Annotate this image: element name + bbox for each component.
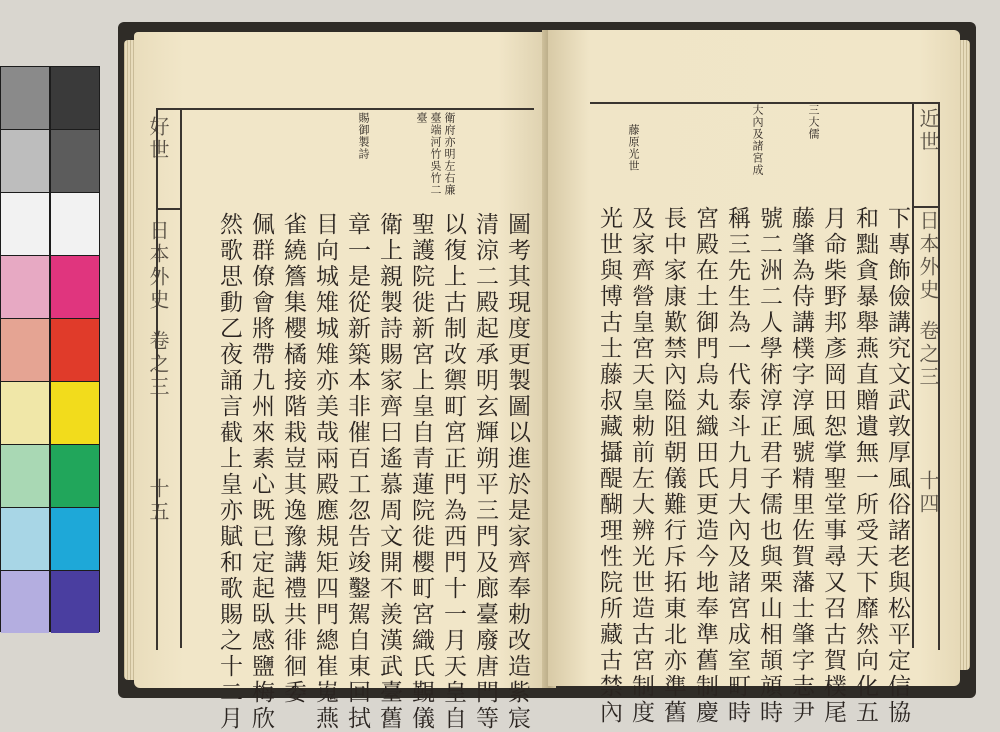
left-edge-label: 好世 [146, 116, 170, 162]
right-volume-mark: 卷之三 [916, 320, 940, 389]
text-column: 然歌思動乙夜誦言截上皇亦賦和歌賜之十二月 [216, 212, 242, 732]
color-patch [1, 256, 49, 318]
left-header-note: 臺 [415, 112, 428, 124]
color-patch [1, 193, 49, 255]
text-column: 佩群僚會將帶九州來素心既已定起臥感鹽梅欣 [248, 212, 274, 732]
color-patch [1, 319, 49, 381]
text-column: 藤肇為侍講樸字淳風號精里佐賀藩士肇字志尹 [788, 206, 814, 726]
left-edge-rule [180, 110, 182, 648]
text-column: 下專飾儉講究文武敦厚風俗諸老與松平定信協 [884, 206, 910, 726]
right-header-note: 藤原光世 [627, 124, 640, 172]
text-column: 衛上親製詩賜家齊曰遙慕周文開不羨漢武臺舊 [376, 212, 402, 732]
color-patch [1, 382, 49, 444]
text-column: 清涼二殿起承明玄輝朔平三門及廊臺廢唐門等 [472, 212, 498, 732]
color-patch [51, 130, 99, 192]
left-volume-mark: 卷之三 [146, 330, 170, 399]
text-column: 和黜貪暴舉燕直贈遺無一所受天下靡然向化五 [852, 206, 878, 726]
color-patch [51, 193, 99, 255]
color-patch [51, 256, 99, 318]
color-patch [1, 445, 49, 507]
text-column: 及家齊營皇宮天皇勅前左大辨光世造古宮制度 [628, 206, 654, 726]
left-folio: 十五 [146, 478, 170, 524]
color-patch [51, 67, 99, 129]
color-patch [1, 67, 49, 129]
color-checker-card [0, 66, 100, 632]
color-patch [51, 508, 99, 570]
left-edge-title: 日本外史 [146, 220, 170, 312]
text-column: 宮殿在土御門烏丸織田氏更造今地奉準舊制慶 [692, 206, 718, 726]
left-header-note: 賜御製詩 [357, 112, 370, 160]
right-edge-label: 近世 [916, 108, 940, 154]
color-patch [1, 571, 49, 633]
text-column: 光世與博古士藤叔藏攝醍醐理性院所藏古禁內 [596, 206, 622, 726]
color-patch [1, 508, 49, 570]
right-header-note: 三大儒 [807, 104, 820, 140]
text-column: 目向城雉城雉亦美哉兩殿應規矩四門總崔嵬燕 [312, 212, 338, 732]
text-column: 圖考其現度更製圖以進於是家齊奉勅改造紫宸 [504, 212, 530, 732]
text-column: 章一是從新築本非催百工忽告竣鑿駕自東回拭 [344, 212, 370, 732]
text-column: 雀繞簷集櫻橘接階栽豈其逸豫講禮共徘徊委 [280, 212, 306, 706]
left-header-note: 臺端河竹吳竹二 [429, 112, 442, 196]
text-column: 長中家康歎禁內隘阻朝儀難行斥拓東北亦準舊 [660, 206, 686, 726]
right-header-note: 大內及諸宮成 [751, 104, 764, 176]
right-top-rule [912, 206, 938, 208]
text-column: 月命柴野邦彥岡田恕掌聖堂事尋又召古賀樸尾 [820, 206, 846, 726]
right-edge-rule [912, 104, 914, 648]
text-column: 號二洲二人學術淳正君子儒也與栗山相頡頏時 [756, 206, 782, 726]
color-patch [51, 445, 99, 507]
left-header-note: 衛府亦明左右廉 [443, 112, 456, 196]
text-column: 稱三先生為一代泰斗九月大內及諸宮成室町時 [724, 206, 750, 726]
color-patch [1, 130, 49, 192]
left-top-rule [156, 208, 182, 210]
text-column: 聖護院徙新宮上皇自青蓮院徙櫻町宮織氏覲儀 [408, 212, 434, 732]
color-patch [51, 382, 99, 444]
color-patch [51, 571, 99, 633]
color-patch [51, 319, 99, 381]
text-column: 以復上古制改禦町宮正門為西門十一月天皇自 [440, 212, 466, 732]
right-folio: 十四 [916, 470, 940, 516]
right-edge-title: 日本外史 [916, 210, 940, 302]
